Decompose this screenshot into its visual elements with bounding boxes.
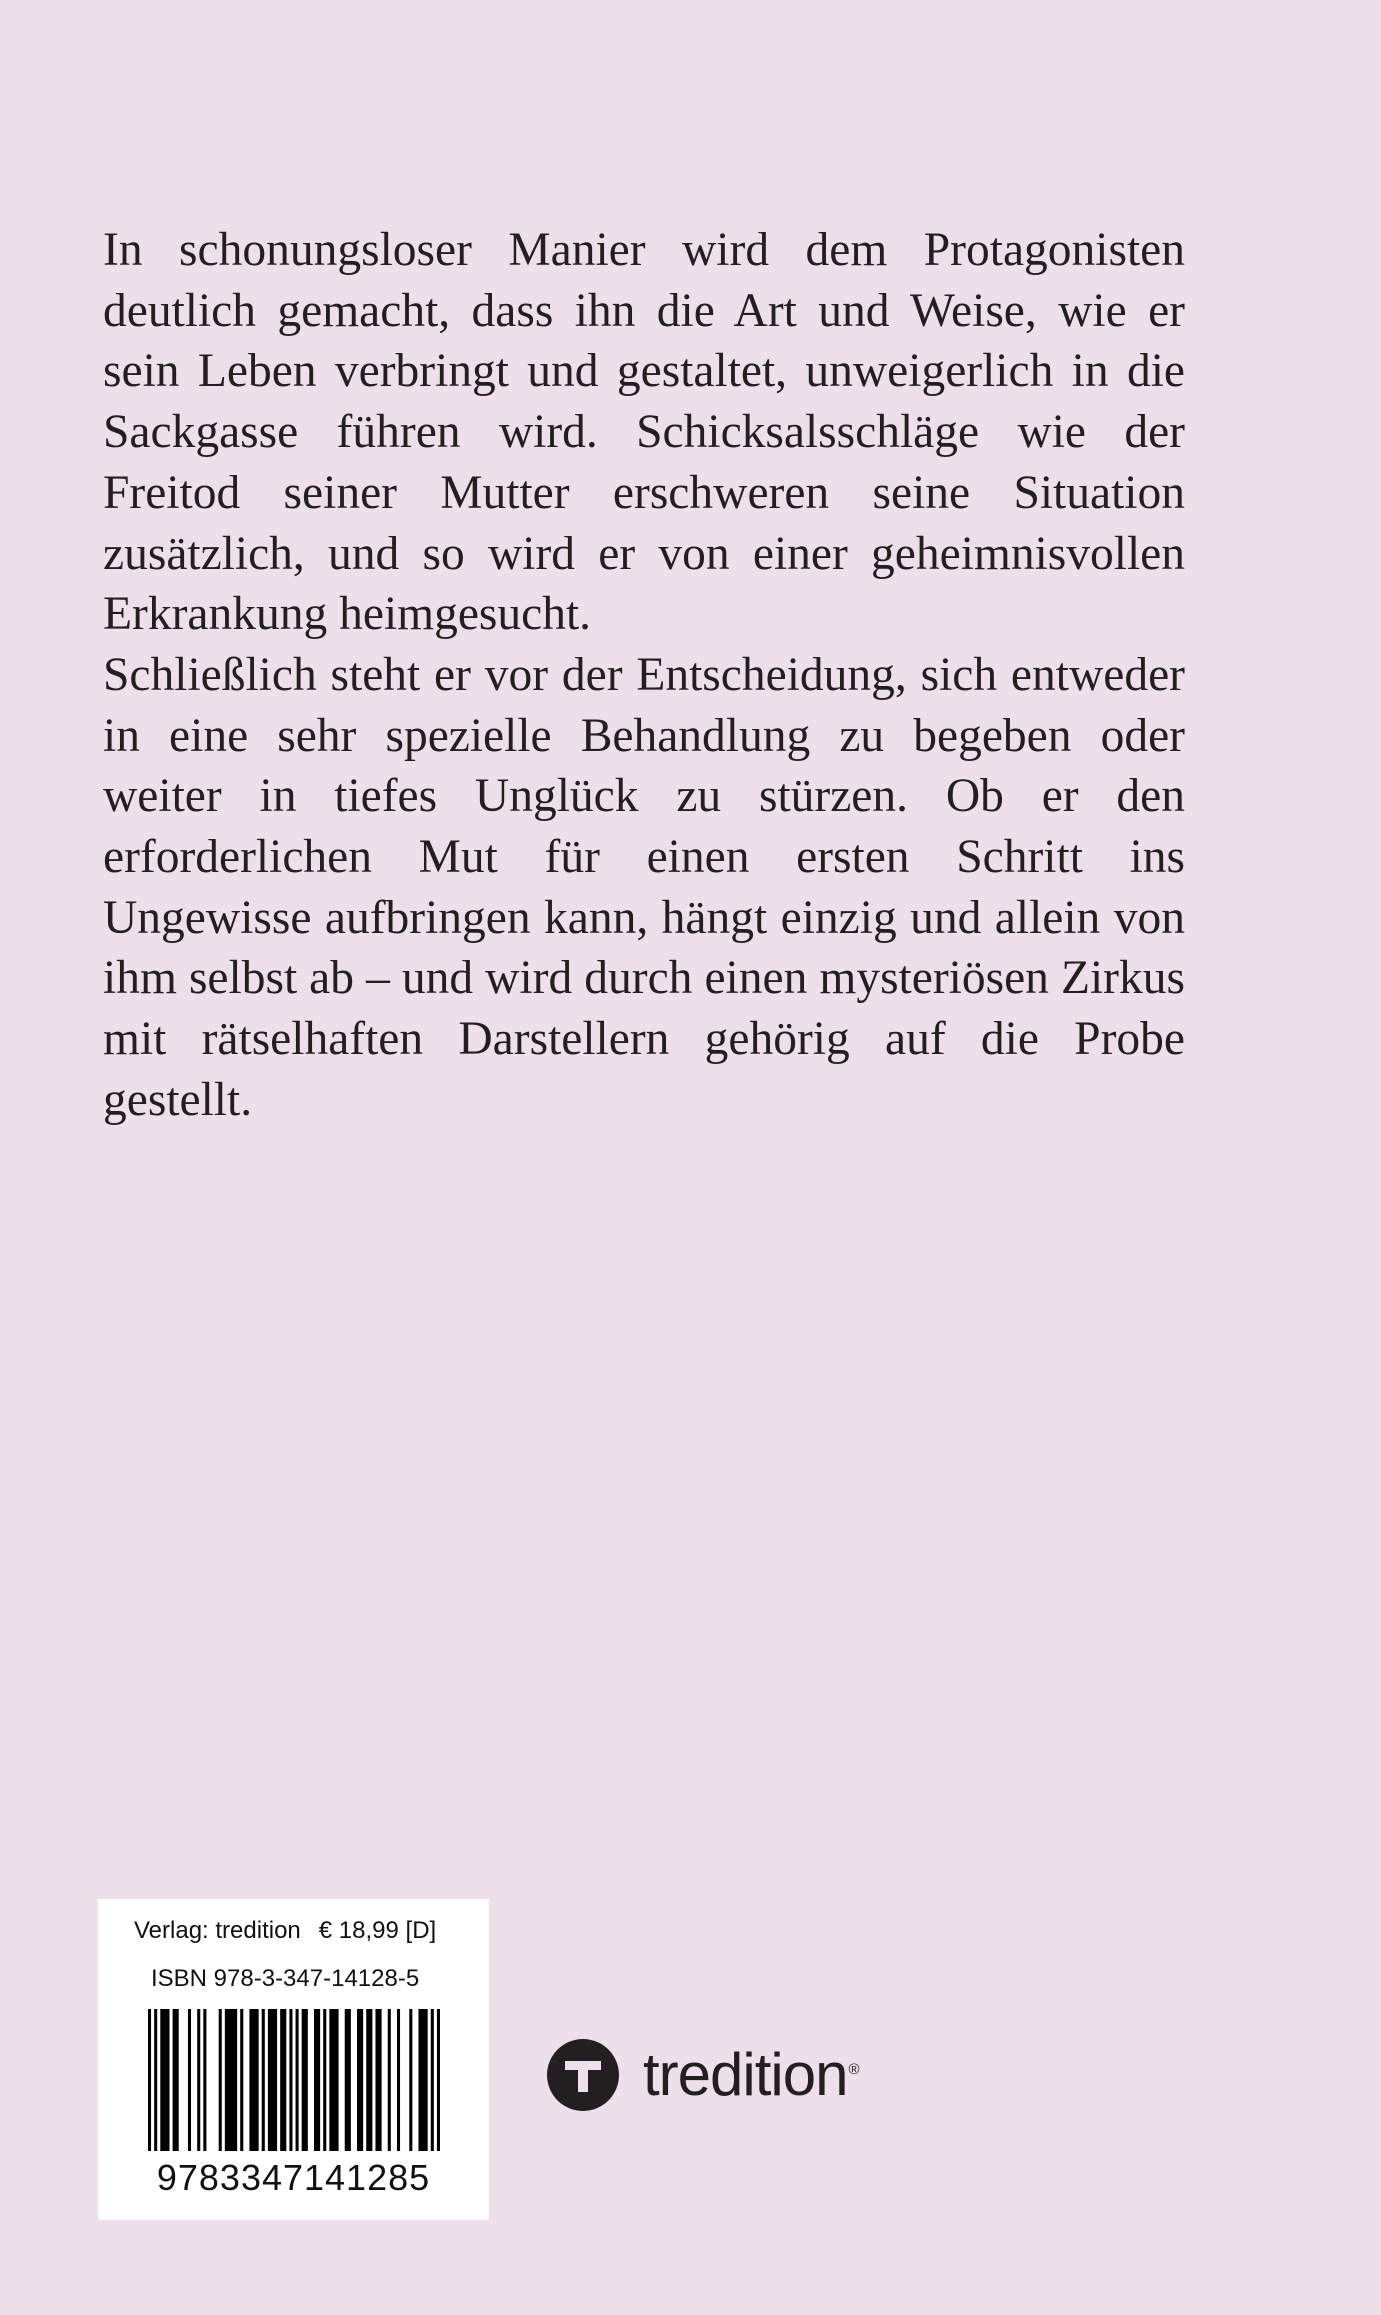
blurb-paragraph-2: Schließlich steht er vor der Entscheidung, sich entweder in eine sehr spezielle Behandlung zu begeben oder weiter in tiefes Unglück zu stürzen. Ob er den erforderlichen Mut für einen ersten Schritt ins Ungewisse aufbringen kann, hängt einzig und allein von ihm selbst ab – und wird durch einen mysteriösen Zirkus mit rätselhaften Darstellern gehörig auf die Probe gestellt. [103,648,1185,1126]
barcode-bar-19 [329,2009,338,2151]
blurb-text [103,220,1185,1131]
barcode-bar-24 [388,2009,391,2151]
barcode-bar-22 [366,2009,372,2151]
barcode-box [98,1899,489,2220]
barcode-bar-0 [148,2009,151,2151]
barcode-bar-3 [173,2009,179,2151]
barcode-bar-16 [302,2009,308,2151]
tredition-wordmark: tredition [643,2041,848,2108]
barcode-digits: 9783347141285 [156,2157,431,2198]
barcode-bar-1 [154,2009,157,2151]
barcode-bar-8 [225,2009,237,2151]
barcode-bar-27 [418,2009,427,2151]
registered-mark: ® [848,2060,860,2078]
barcode-bar-14 [289,2009,292,2151]
barcode-bar-23 [375,2009,381,2151]
publisher-label: Verlag: tredition [134,1917,301,1944]
barcode-bar-17 [314,2009,320,2151]
barcode-bar-6 [203,2009,206,2151]
barcode-bar-15 [296,2009,299,2151]
barcode-bar-4 [188,2009,191,2151]
barcode-bar-12 [268,2009,277,2151]
isbn-label: ISBN 978-3-347-14128-5 [151,1965,420,1992]
publisher-logo [547,2038,860,2112]
barcode-bar-7 [219,2009,222,2151]
tredition-logo-icon [547,2039,619,2111]
blurb-paragraph-1: In schonungsloser Manier wird dem Protagonisten deutlich gemacht, dass ihn die Art und Weise, wie er sein Leben verbringt und gestaltet, unweigerlich in die Sackgasse führen wird. Schicksalsschläge wie der Freitod seiner Mutter erschweren seine Situation zusätzlich, und so wird er von einer geheimnisvollen Erkrankung heimgesucht. [103,224,1185,641]
barcode-bar-10 [249,2009,258,2151]
barcode-bar-2 [160,2009,169,2151]
barcode-bar-29 [437,2009,440,2151]
publisher-price-line [134,1917,436,1945]
barcode-bar-20 [345,2009,351,2151]
barcode-bar-21 [357,2009,363,2151]
price-label: € 18,99 [D] [318,1917,437,1944]
barcode-bar-25 [397,2009,400,2151]
barcode-bar-11 [262,2009,265,2151]
barcode-bar-28 [431,2009,434,2151]
barcode-bar-18 [323,2009,326,2151]
barcode-bar-26 [409,2009,412,2151]
barcode [148,2009,440,2151]
barcode-bar-9 [240,2009,243,2151]
barcode-bar-13 [280,2009,286,2151]
barcode-bar-5 [197,2009,200,2151]
